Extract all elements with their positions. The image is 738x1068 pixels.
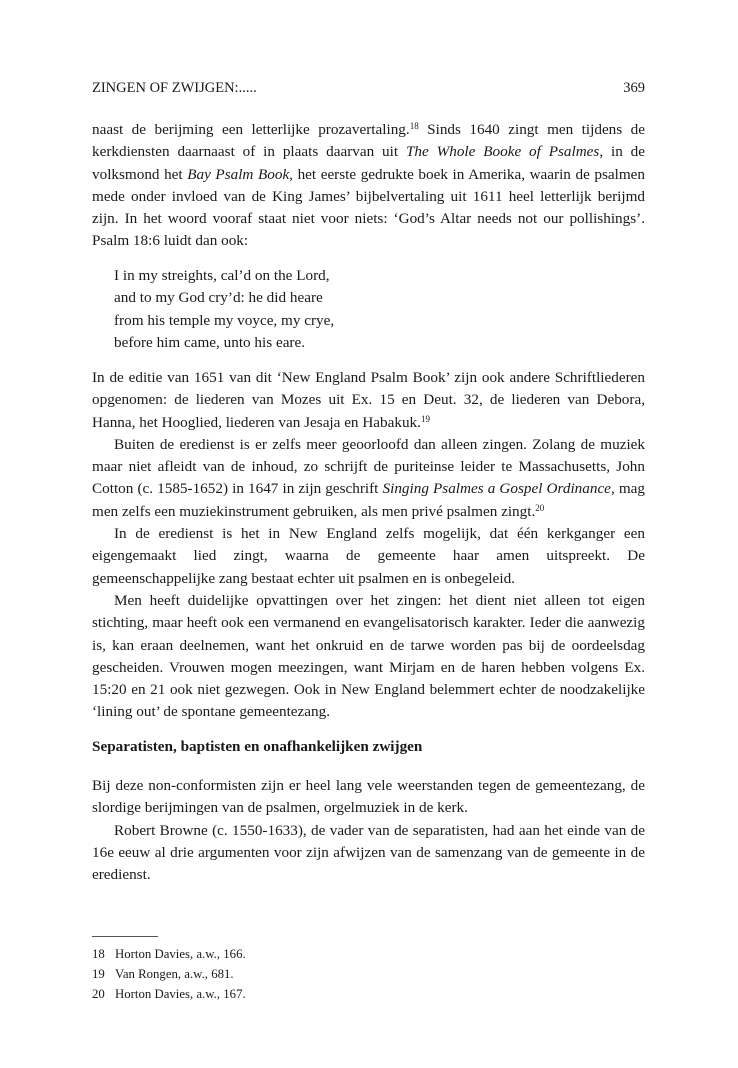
paragraph-1-text: Sinds 1640 zingt men tijdens de kerkdiensten daarnaast of in plaats daarvan uit	[92, 121, 645, 161]
footnotes	[92, 944, 246, 1004]
paragraph-1-text: het eerste gedrukte boek in Amerika, waarin de psalmen mede onder invloed van de King James’ bijbelvertaling uit 1611 heel letterlijk berijmd zijn. In het woord vooraf staat niet voor niets: ‘God’s Altar needs not our pollishings’. Psalm 18:6 luidt dan ook:	[92, 165, 646, 250]
footnote-ref-20: 20	[535, 502, 545, 513]
footnote	[92, 944, 246, 964]
footnote-ref-19: 19	[420, 413, 430, 424]
paragraph-2	[92, 367, 645, 434]
running-head-title: ZINGEN OF ZWIJGEN:.....	[92, 80, 257, 96]
psalm-line: and to my God cry’d: he did heare	[114, 289, 323, 307]
running-head	[92, 79, 645, 97]
psalm-line: I in my streights, cal’d on the Lord,	[114, 267, 330, 284]
footnote-text: Horton Davies, a.w., 167.	[115, 987, 246, 1001]
footnote-ref-18: 18	[409, 121, 419, 131]
psalm-quote	[114, 265, 334, 354]
footnote	[92, 984, 246, 1004]
footnote-text: Horton Davies, a.w., 166.	[115, 947, 246, 961]
book-title-whole-booke: The Whole Booke of Psalmes	[405, 143, 600, 161]
paragraph-5: Men heeft duidelijke opvattingen over het zingen: het dient niet alleen tot eigen stichting, maar heeft ook een vermanend en evangelisatorisch karakter. Ieder die aanwezig is, kan eraan deelnemen, want het onkruid en de tarwe worden pas bij de oordeelsdag gescheiden. Vrouwen mogen meezingen, want Mirjam en de haren hebben volgens Ex. 15:20 en 21 ook niet gezwegen. Ook in New England belemmert echter de noodzakelijke ‘lining out’ de spontane gemeentezang.	[92, 591, 645, 721]
footnote-divider	[92, 936, 158, 937]
footnote	[92, 964, 246, 984]
paragraph-3-text: Buiten de eredienst is er zelfs meer geoorloofd dan alleen zingen. Zolang de muziek maar niet afleidt van de inhoud, zo schrijft de puriteinse leider te Massachusetts, John Cotton (c. 1585-1652) in 1647 in zijn geschrift	[92, 435, 645, 498]
footnote-text: Van Rongen, a.w., 681.	[115, 967, 234, 981]
paragraph-4: In de eredienst is het in New England zelfs mogelijk, dat één kerkganger een eigengemaakt lied zingt, waarna de gemeente haar amen uitspreekt. De gemeenschappelijke zang bestaat echter uit psalmen en is onbegeleid.	[92, 525, 645, 587]
paragraph-6: Bij deze non-conformisten zijn er heel lang vele weerstanden tegen de gemeentezang, de slordige berijmingen van de psalmen, orgelmuziek in de kerk.	[92, 777, 645, 817]
psalm-line: from his temple my voyce, my crye,	[114, 311, 335, 329]
paragraph-1-text: naast de berijming een letterlijke prozavertaling.	[92, 121, 410, 138]
footnote-number: 20	[92, 987, 105, 1001]
footnote-number: 19	[92, 967, 105, 981]
footnote-number: 18	[92, 947, 105, 961]
paragraph-3	[92, 434, 645, 523]
page-number: 369	[623, 80, 645, 96]
paragraph-2-text: In de editie van 1651 van dit ‘New England Psalm Book’ zijn ook andere Schriftliederen opgenomen: de liederen van Mozes uit Ex. 15 en Deut. 32, de liederen van Debora, Hanna, het Hooglied, liederen van Jesaja en Habakuk.	[92, 369, 645, 431]
book-title-singing-psalmes: Singing Psalmes a Gospel Ordinance	[382, 480, 611, 498]
text-block-bottom	[92, 775, 645, 886]
paragraph-1-text: , in de volksmond het	[92, 143, 646, 183]
paragraph-3-text: , mag men zelfs een muziekinstrument gebruiken, als men privé psalmen zingt.	[92, 480, 645, 520]
section-heading: Separatisten, baptisten en onafhankelijken zwijgen	[92, 738, 423, 755]
psalm-line: before him came, unto his eare.	[114, 333, 306, 351]
text-block-middle	[92, 367, 645, 724]
paragraph-1	[92, 119, 645, 253]
text-block-top	[92, 119, 645, 253]
book-title-bay-psalm-book: Bay Psalm Book,	[187, 165, 293, 183]
paragraph-7: Robert Browne (c. 1550-1633), de vader van de separatisten, had aan het einde van de 16e eeuw al drie argumenten voor zijn afwijzen van de samenzang van de gemeente in de eredienst.	[92, 821, 645, 884]
